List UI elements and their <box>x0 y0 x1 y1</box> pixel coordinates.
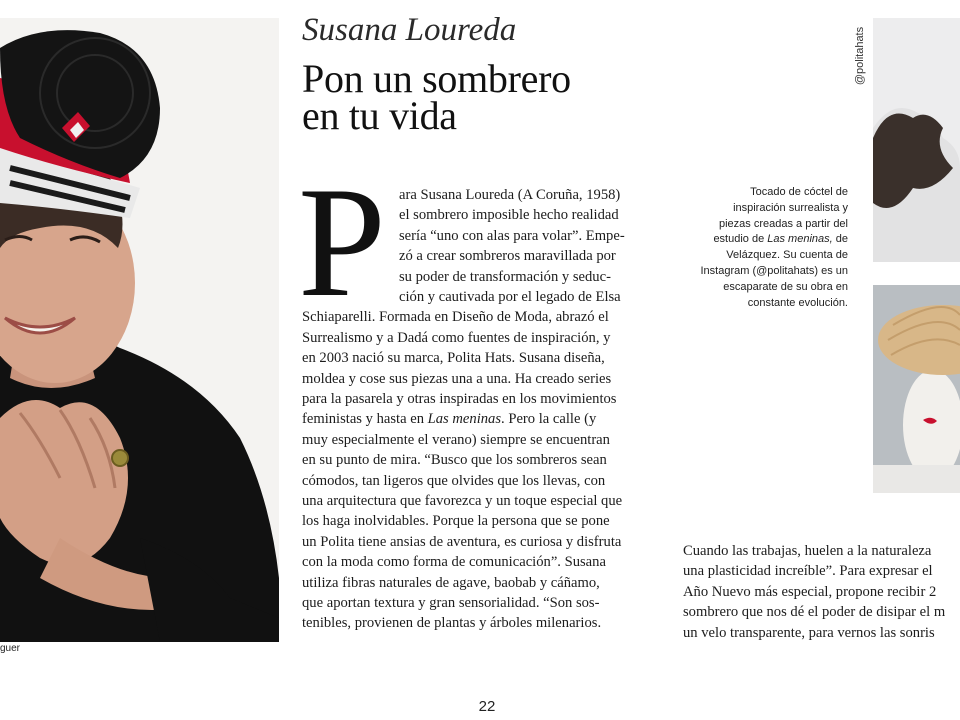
body-line: el sombrero imposible hecho realidad <box>399 207 619 224</box>
body-line: moldea y cose sus piezas una a una. Ha creado series <box>302 370 612 387</box>
body-line: Schiaparelli. Formada en Diseño de Moda, abrazó el <box>302 309 609 326</box>
body-line: tenibles, provienen de plantas y árboles milenarios. <box>302 615 602 632</box>
portrait-photo <box>0 18 279 642</box>
drop-cap: P <box>298 155 386 330</box>
body-line: una arquitectura que favorezca y un toque especial que <box>302 493 623 509</box>
right-column-line: Año Nuevo más especial, propone recibir 2 <box>683 583 937 600</box>
body-line: ción y cautivada por el legado de Elsa <box>399 289 621 305</box>
body-line <box>302 409 596 429</box>
body-line-text: . Pero la calle (y <box>501 411 597 428</box>
right-column-line: una plasticidad increíble”. Para expresar el <box>683 563 933 580</box>
italic-title: Las meninas <box>427 411 502 428</box>
instagram-credit <box>852 18 868 98</box>
ring <box>112 450 128 466</box>
body-line: Surrealismo y a Dadá como fuentes de inspiración, y <box>302 329 611 346</box>
photo-straw-hat <box>873 285 960 493</box>
body-line-text: feministas y hasta en <box>302 411 428 428</box>
portrait-illustration <box>0 18 279 642</box>
caption-italic: Las meninas, <box>767 233 833 246</box>
body-line: muy especialmente el verano) siempre se encuentran <box>302 431 610 448</box>
straw-hat-illustration <box>873 285 960 493</box>
headline <box>302 56 662 138</box>
caption-text: de Velázquez. Su cuenta de Instagram (@politahats) es un escaparate de su obra en constante evolución. <box>700 233 848 309</box>
body-line: en 2003 nació su marca, Polita Hats. Susana diseña, <box>302 350 605 367</box>
right-column-line: un velo transparente, para vernos las sonris <box>683 624 935 641</box>
instagram-handle: @politahats <box>854 26 866 86</box>
body-line: un Polita tiene ansias de aventura, es curiosa y disfruta <box>302 533 622 550</box>
body-line: en su punto de mira. “Busco que los sombreros sean <box>302 452 607 469</box>
headline-line-1: Pon un sombrero <box>302 56 571 101</box>
photo-cocktail-hat <box>873 18 960 262</box>
photo-credit: guer <box>0 643 21 654</box>
body-line: zó a crear sombreros maravillada por <box>399 248 616 265</box>
page-number: 22 <box>478 698 496 715</box>
photo-caption <box>700 185 848 311</box>
caption-text: Tocado de cóctel de inspiración surrealista y piezas creadas a partir del estudio de <box>713 186 848 246</box>
body-line: para la pasarela y otras inspiradas en los movimientos <box>302 391 617 407</box>
right-column-line: sombrero que nos dé el poder de disipar el m <box>683 604 946 621</box>
author-name: Susana Loureda <box>302 12 517 48</box>
headline-line-2: en tu vida <box>302 93 457 138</box>
body-line: su poder de transformación y seduc- <box>399 268 611 285</box>
right-column-line: Cuando las trabajas, huelen a la naturaleza <box>683 543 932 559</box>
body-line: los haga inolvidables. Porque la persona que se pone <box>302 513 610 530</box>
cocktail-hat-illustration <box>873 18 960 262</box>
body-line: utiliza fibras naturales de agave, baobab y cáñamo, <box>302 574 600 591</box>
body-line: cómodos, tan ligeros que olvides que los llevas, con <box>302 472 606 489</box>
body-line: ara Susana Loureda (A Coruña, 1958) <box>399 187 621 203</box>
body-line: con la moda como forma de comunicación”. Susana <box>302 554 606 571</box>
body-line: que aportan textura y gran sensorialidad. “Son sos- <box>302 595 600 611</box>
body-line: sería “uno con alas para volar”. Empe- <box>399 227 625 244</box>
